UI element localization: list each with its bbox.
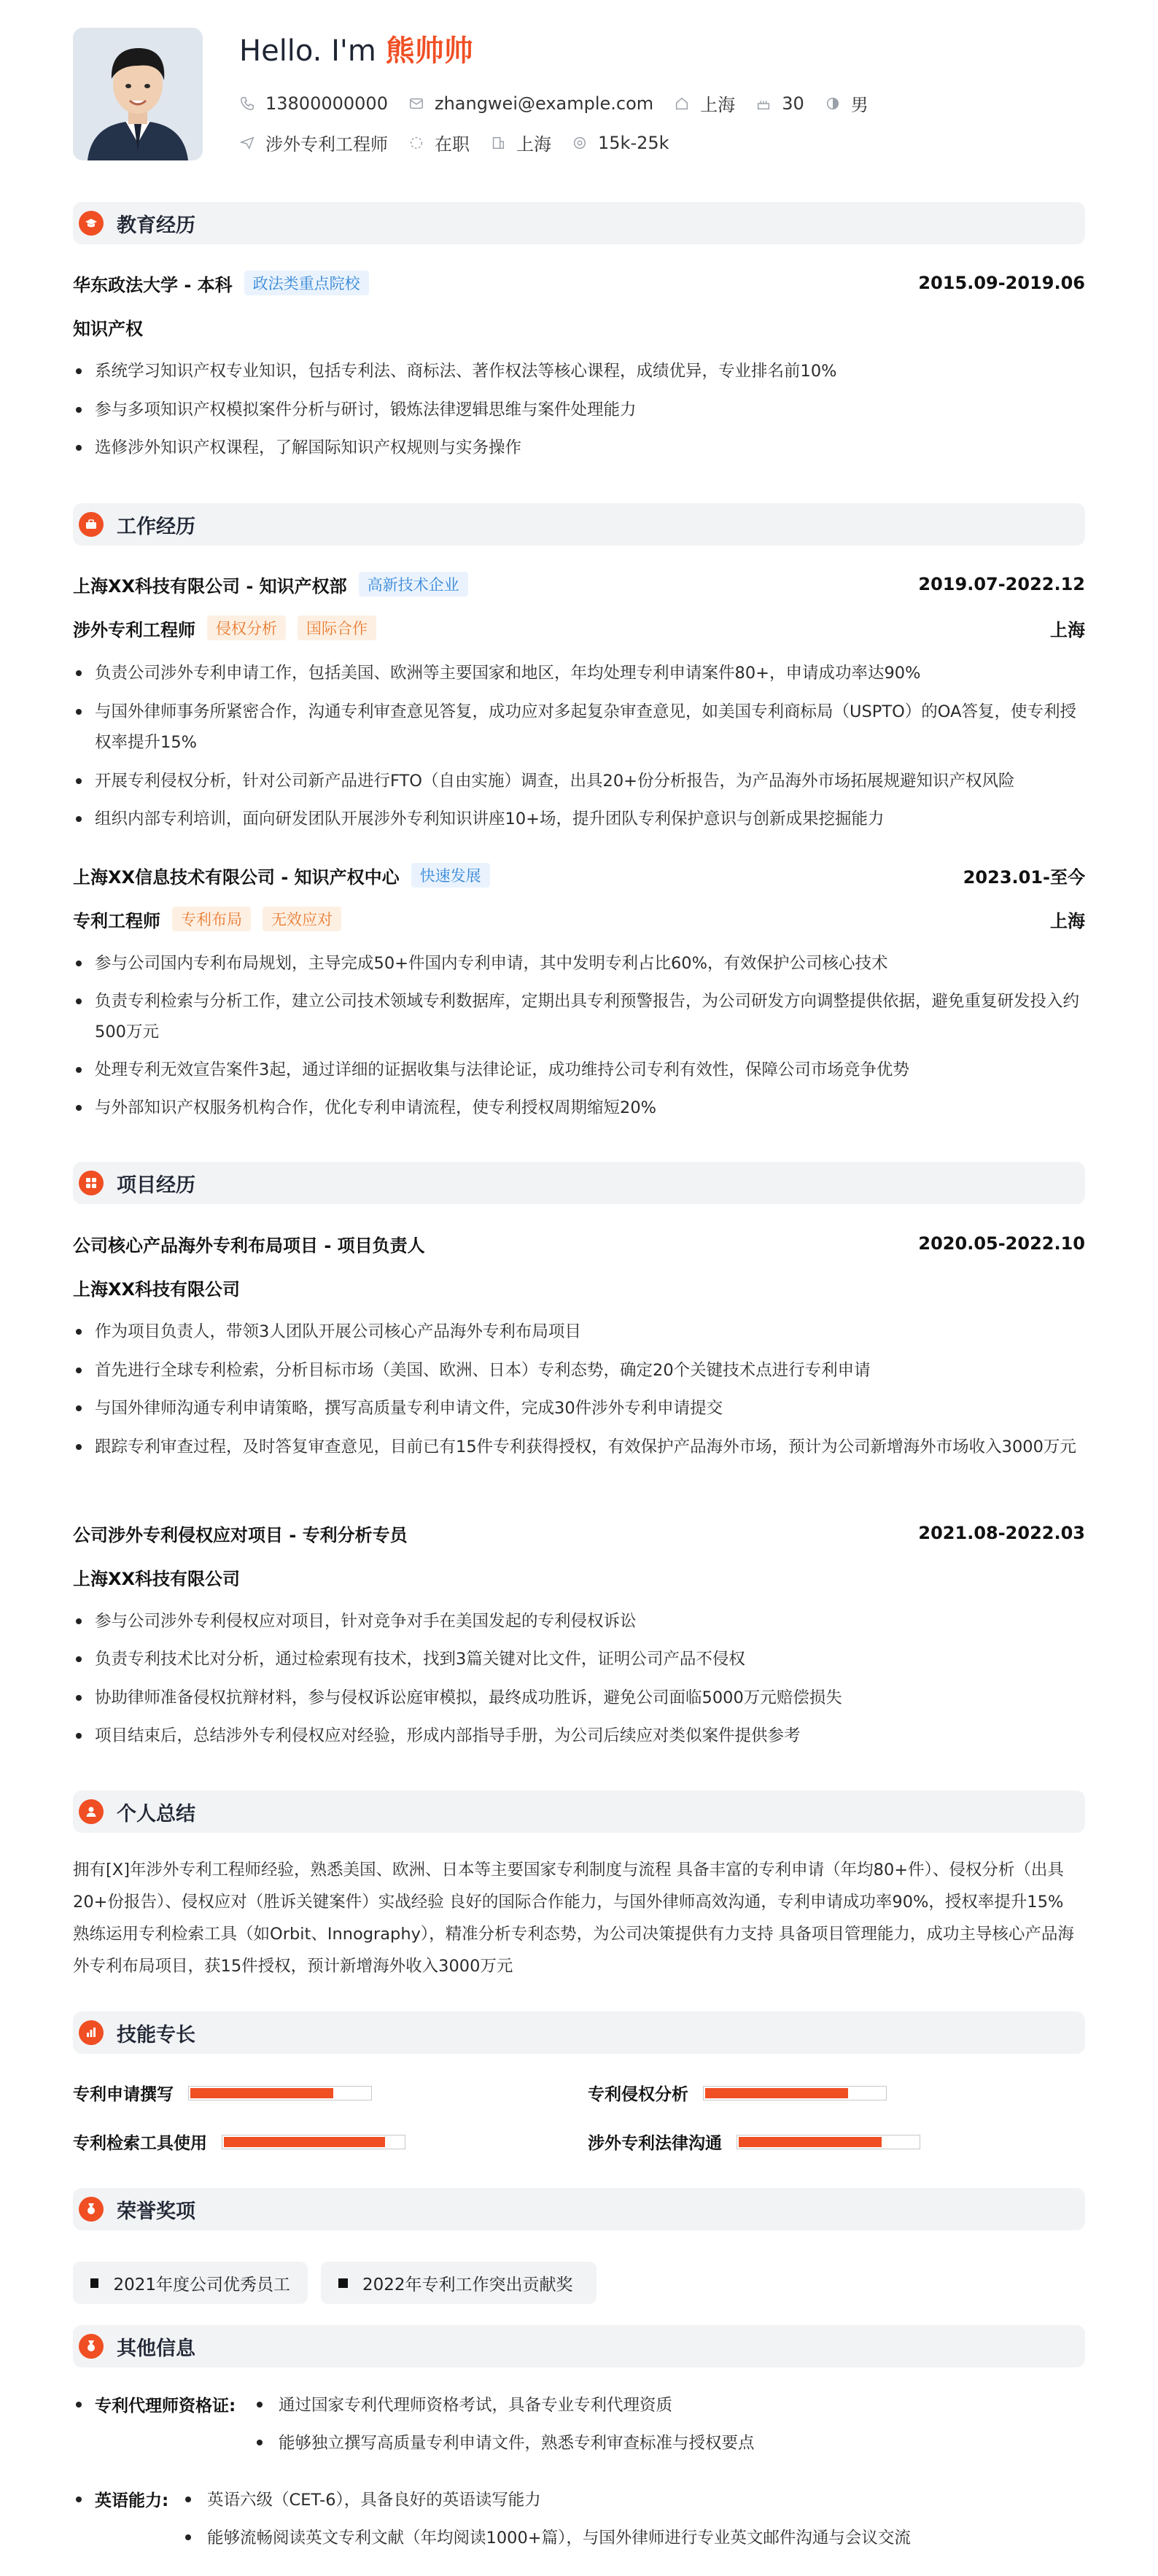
candidate-name: 熊帅帅 <box>385 34 473 68</box>
list-item: 参与公司国内专利布局规划，主导完成50+件国内专利申请，其中发明专利占比60%，有效保护公司核心技术 <box>73 948 1085 979</box>
work-title: 工作经历 <box>117 515 195 538</box>
gender-text: 男 <box>850 95 868 115</box>
job-title: 涉外专利工程师 <box>73 619 195 640</box>
list-item: 跟踪专利审查过程，及时答复审查意见，目前已有15件专利获得授权，有效保护产品海外市场，预计为公司新增海外市场收入3000万元 <box>73 1432 1085 1462</box>
major-row <box>73 314 1085 339</box>
job-location: 上海 <box>1050 619 1085 640</box>
job-tag: 国际合作 <box>298 616 376 640</box>
other-item: 英语六级（CET-6），具备良好的英语读写能力 <box>176 2487 541 2510</box>
company-name: 上海XX信息技术有限公司 - 知识产权中心 <box>73 866 400 888</box>
list-item: 系统学习知识产权专业知识，包括专利法、商标法、著作权法等核心课程，成绩优异，专业排名前10% <box>73 356 1085 387</box>
skill-item <box>73 2081 372 2105</box>
gender-item <box>825 90 868 116</box>
job-2-company-row <box>73 863 1085 888</box>
project-2-company-row <box>73 1564 1085 1589</box>
skills-section-header <box>73 2011 1085 2054</box>
skill-item <box>588 2130 920 2154</box>
send-icon <box>239 135 255 151</box>
skill-bar-fill <box>224 2137 385 2147</box>
phone-icon <box>239 96 255 112</box>
project-1-company-row <box>73 1275 1085 1300</box>
list-item: 与外部知识产权服务机构合作，优化专利申请流程，使专利授权周期缩短20% <box>73 1093 1085 1123</box>
list-item: 组织内部专利培训，面向研发团队开展涉外专利知识讲座10+场，提升团队专利保护意识与创新成果挖掘能力 <box>73 804 1085 834</box>
school-name: 华东政法大学 - 本科 <box>73 274 233 295</box>
square-bullet-icon <box>338 2278 348 2288</box>
job-title: 专利工程师 <box>73 910 160 931</box>
education-row <box>73 271 1085 295</box>
salary-text: 15k-25k <box>598 132 669 153</box>
other-label: 专利代理师资格证: <box>73 2392 236 2416</box>
school-tag: 政法类重点院校 <box>244 271 369 295</box>
skill-bar-fill <box>190 2088 333 2098</box>
award-chip <box>73 2262 308 2304</box>
skill-name: 专利检索工具使用 <box>73 2134 207 2153</box>
project-name: 公司涉外专利侵权应对项目 - 专利分析专员 <box>73 1524 408 1545</box>
list-item: 与国外律师事务所紧密合作，沟通专利审查意见答复，成功应对多起复杂审查意见，如美国专利商标局（USPTO）的OA答复，使专利授权率提升15% <box>73 697 1085 758</box>
email-item <box>408 93 653 114</box>
skill-bar <box>188 2086 372 2100</box>
company-name: 上海XX科技有限公司 - 知识产权部 <box>73 575 347 597</box>
square-bullet-icon <box>90 2278 98 2288</box>
other-label: 英语能力: <box>73 2487 168 2511</box>
greeting-heading <box>239 28 473 69</box>
skill-item <box>73 2130 405 2154</box>
summary-title: 个人总结 <box>117 1802 195 1826</box>
other-section-header <box>73 2325 1085 2367</box>
job-1-company-row <box>73 572 1085 597</box>
status-item <box>408 130 470 155</box>
job-1-title-row <box>73 616 1085 640</box>
project-name: 公司核心产品海外专利布局项目 - 项目负责人 <box>73 1235 425 1256</box>
cake-icon <box>755 96 772 112</box>
skill-bar-fill <box>705 2088 848 2098</box>
summary-text: 拥有[X]年涉外专利工程师经验，熟悉美国、欧洲、日本等主要国家专利制度与流程 具备丰富的专利申请（年均80+件）、侵权分析（出具20+份报告）、侵权应对（胜诉关键案件）实战经验 良好的国际合作能力，与国外律师高效沟通，专利申请成功率90%，授权率提升15% 熟练运用专利检索工具（如Orbit、Innography），精准分析专利态势，为公司决策提供有力支持 具备项目管理能力，成功主导核心产品海外专利布局项目，获15件授权，预计新增海外收入3000万元 <box>73 1861 1074 1976</box>
graduation-cap-icon <box>79 211 104 236</box>
education-section-header <box>73 202 1085 244</box>
position-text: 涉外专利工程师 <box>265 134 388 155</box>
list-item: 项目结束后，总结涉外专利侵权应对经验，形成内部指导手册，为公司后续应对类似案件提供参考 <box>73 1720 1085 1751</box>
job-dates: 2023.01-至今 <box>963 866 1085 888</box>
mail-icon <box>408 96 424 112</box>
project-company: 上海XX科技有限公司 <box>73 1279 241 1300</box>
list-item: 处理专利无效宣告案件3起，通过详细的证据收集与法律论证，成功维持公司专利有效性，保障公司市场竞争优势 <box>73 1055 1085 1085</box>
job-tag: 专利布局 <box>172 907 251 931</box>
job-tag: 无效应对 <box>263 907 341 931</box>
greeting-text: Hello. I'm <box>239 34 386 68</box>
list-item: 参与公司涉外专利侵权应对项目，针对竞争对手在美国发起的专利侵权诉讼 <box>73 1606 1085 1637</box>
education-title: 教育经历 <box>117 214 195 237</box>
list-item: 选修涉外知识产权课程，了解国际知识产权规则与实务操作 <box>73 432 1085 463</box>
avatar <box>73 28 203 160</box>
briefcase-icon <box>79 512 104 537</box>
age-item <box>755 93 804 114</box>
company-tag: 高新技术企业 <box>359 572 468 597</box>
job-2-title-row <box>73 907 1085 931</box>
award-text: 2022年专利工作突出贡献奖 <box>362 2275 573 2294</box>
position-item <box>239 130 388 155</box>
summary-section-header <box>73 1791 1085 1833</box>
education-dates: 2015.09-2019.06 <box>918 273 1085 293</box>
skill-name: 涉外专利法律沟通 <box>588 2134 722 2153</box>
salary-item <box>572 133 669 153</box>
chart-icon <box>79 2020 104 2045</box>
award-chip <box>321 2262 597 2304</box>
projects-title: 项目经历 <box>117 1173 195 1197</box>
list-item: 首先进行全球专利检索，分析目标市场（美国、欧洲、日本）专利态势，确定20个关键技术点进行专利申请 <box>73 1355 1085 1386</box>
other-title: 其他信息 <box>117 2337 195 2360</box>
work-city-item <box>490 130 551 155</box>
medal-icon <box>79 2197 104 2222</box>
status-text: 在职 <box>435 134 470 155</box>
person-icon <box>79 1799 104 1824</box>
major-name: 知识产权 <box>73 318 143 339</box>
company-tag: 快速发展 <box>411 863 490 888</box>
skills-title: 技能专长 <box>117 2023 195 2047</box>
loading-icon <box>408 135 424 151</box>
email-text: zhangwei@example.com <box>434 93 654 114</box>
list-item: 负责专利检索与分析工作，建立公司技术领域专利数据库，定期出具专利预警报告，为公司研发方向调整提供依据，避免重复研发投入约500万元 <box>73 986 1085 1047</box>
project-dates: 2020.05-2022.10 <box>918 1233 1085 1254</box>
award-text: 2021年度公司优秀员工 <box>113 2275 290 2294</box>
medal-icon <box>79 2334 104 2359</box>
project-1-row <box>73 1231 1085 1256</box>
list-item: 开展专利侵权分析，针对公司新产品进行FTO（自由实施）调查，出具20+份分析报告，为产品海外市场拓展规避知识产权风险 <box>73 766 1085 796</box>
other-item: 能够流畅阅读英文专利文献（年均阅读1000+篇），与国外律师进行专业英文邮件沟通与会议交流 <box>176 2525 911 2548</box>
contact-row <box>239 90 889 116</box>
skill-name: 专利申请撰写 <box>73 2085 174 2104</box>
list-item: 与国外律师沟通专利申请策略，撰写高质量专利申请文件，完成30件涉外专利申请提交 <box>73 1393 1085 1424</box>
job-location: 上海 <box>1050 910 1085 931</box>
person-photo <box>73 28 203 160</box>
age-text: 30 <box>782 93 804 114</box>
skill-bar <box>737 2135 920 2149</box>
coin-icon <box>572 135 588 151</box>
skill-name: 专利侵权分析 <box>588 2085 688 2104</box>
home-icon <box>674 96 690 112</box>
city-text: 上海 <box>700 95 736 115</box>
skill-bar <box>703 2086 887 2100</box>
list-item: 负责公司涉外专利申请工作，包括美国、欧洲等主要国家和地区，年均处理专利申请案件80+，申请成功率达90% <box>73 658 1085 688</box>
project-dates: 2021.08-2022.03 <box>918 1523 1085 1543</box>
other-item: 能够独立撰写高质量专利申请文件，熟悉专利审查标准与授权要点 <box>248 2430 755 2453</box>
skill-bar <box>222 2135 405 2149</box>
job-intent-row <box>239 130 690 155</box>
phone-item <box>239 93 388 114</box>
project-2-row <box>73 1521 1085 1545</box>
projects-section-header <box>73 1162 1085 1204</box>
gender-icon <box>825 96 841 112</box>
list-item: 协助律师准备侵权抗辩材料，参与侵权诉讼庭审模拟，最终成功胜诉，避免公司面临5000万元赔偿损失 <box>73 1683 1085 1713</box>
other-item: 通过国家专利代理师资格考试，具备专业专利代理资质 <box>248 2392 672 2416</box>
project-company: 上海XX科技有限公司 <box>73 1568 241 1589</box>
grid-icon <box>79 1171 104 1195</box>
building-icon <box>490 135 506 151</box>
awards-title: 荣誉奖项 <box>117 2200 195 2223</box>
work-city-text: 上海 <box>516 134 551 155</box>
list-item: 参与多项知识产权模拟案件分析与研讨，锻炼法律逻辑思维与案件处理能力 <box>73 395 1085 425</box>
job-tag: 侵权分析 <box>207 616 286 640</box>
skill-bar-fill <box>739 2137 882 2147</box>
skill-item <box>588 2081 887 2105</box>
job-dates: 2019.07-2022.12 <box>918 574 1085 594</box>
list-item: 负责专利技术比对分析，通过检索现有技术，找到3篇关键对比文件，证明公司产品不侵权 <box>73 1644 1085 1675</box>
city-item <box>674 90 735 116</box>
work-section-header <box>73 503 1085 546</box>
awards-section-header <box>73 2188 1085 2230</box>
phone-text: 13800000000 <box>265 93 388 114</box>
list-item: 作为项目负责人，带领3人团队开展公司核心产品海外专利布局项目 <box>73 1316 1085 1347</box>
